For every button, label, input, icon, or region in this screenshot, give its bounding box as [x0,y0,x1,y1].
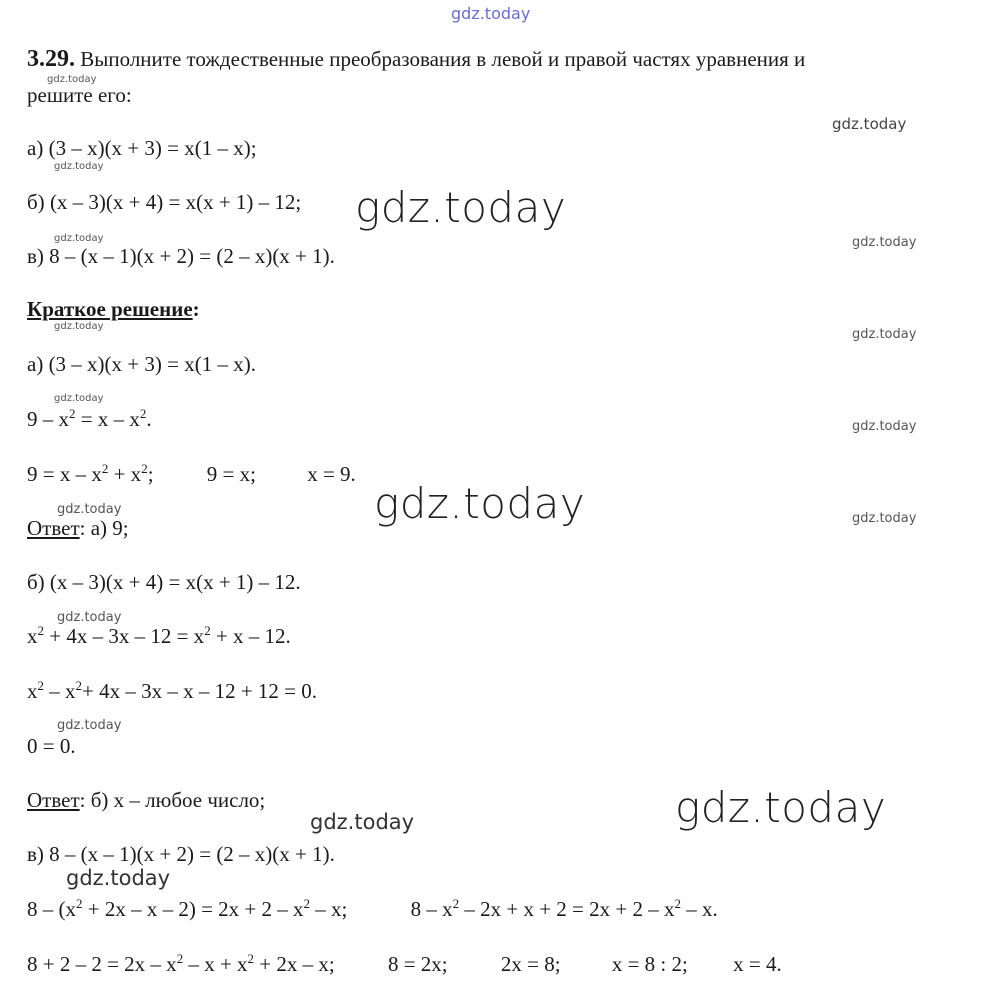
answer-value: : б) x – любое число; [79,788,266,812]
watermark-medium: gdz.today [310,810,415,834]
expr-part: 9 = x – x [27,462,102,486]
solution-b-line4: 0 = 0. [27,734,76,758]
solution-heading [27,298,200,321]
solution-heading-text: Краткое решение [27,297,193,321]
item-label: б) [27,190,45,214]
problem-item-b [27,191,301,214]
item-expr: (3 – x)(x + 3) = x(1 – x); [48,136,257,160]
solution-b-line1: б) (x – 3)(x + 4) = x(x + 1) – 12. [27,570,301,594]
expr-part: + 2x – x – 2) = 2x + 2 – x [82,897,304,921]
exponent: 2 [303,896,311,911]
watermark-big: gdz.today [675,783,887,832]
expr-part: + x [108,462,142,486]
expr-part: x = 8 : 2; [611,952,688,976]
solution-heading-colon: : [192,297,200,321]
solution-a-answer [27,517,129,540]
solution-c-line2 [27,898,718,921]
watermark-big: gdz.today [355,183,567,232]
watermark-tiny: gdz.today [852,511,917,526]
answer-word: Ответ [27,788,80,812]
watermark-tiny: gdz.today [54,393,104,404]
exponent: 2 [204,623,211,638]
watermark-tiny: gdz.today [54,321,104,332]
solution-c-line3 [27,953,782,976]
solution-a-line2 [27,408,152,431]
exponent: 2 [176,951,184,966]
watermark-tiny: gdz.today [54,233,104,244]
exponent: 2 [247,951,255,966]
exponent: 2 [76,896,83,911]
expr-part: + 4x – 3x – 12 = x [44,624,205,648]
watermark-tiny: gdz.today [57,502,122,517]
expr-part: – x; [310,897,348,921]
expr-part: 8 – (x [27,897,76,921]
exponent: 2 [75,678,82,693]
expr-part: x = 9. [307,462,356,486]
watermark-tiny: gdz.today [54,161,104,172]
expr-part: . [146,407,152,431]
item-label: а) [27,136,44,160]
exponent: 2 [139,406,147,421]
watermark-tiny: gdz.today [852,419,917,434]
problem-statement-line2: решите его: [27,83,132,107]
solution-b-line2 [27,625,291,648]
problem-text-line1: Выполните тождественные преобразования в левой и правой частях уравнения и [80,47,806,71]
expr-part: x [27,679,38,703]
exponent: 2 [452,896,460,911]
watermark-tiny: gdz.today [57,610,122,625]
expr-part: + 2x – x; [254,952,335,976]
expr-part: – 2x + x + 2 = 2x + 2 – x [459,897,675,921]
expr-part: ; [147,462,154,486]
item-expr: (x – 3)(x + 4) = x(x + 1) – 12; [49,190,302,214]
exponent: 2 [674,896,681,911]
expr-part: x [27,624,38,648]
solution-b-line3 [27,680,317,703]
exponent: 2 [69,406,76,421]
watermark-small: gdz.today [832,115,907,133]
watermark-tiny: gdz.today [57,718,122,733]
watermark-tiny: gdz.today [852,327,917,342]
solution-a-line3 [27,463,356,486]
expr-part: 8 – x [410,897,453,921]
solution-c-line1: в) 8 – (x – 1)(x + 2) = (2 – x)(x + 1). [27,842,335,866]
watermark-tiny: gdz.today [47,74,97,85]
answer-value: : а) 9; [79,516,129,540]
exponent: 2 [141,461,148,476]
expr-part: 2x = 8; [500,952,561,976]
watermark-big: gdz.today [374,479,586,528]
expr-part: 9 = x; [206,462,256,486]
expr-part: – x [44,679,76,703]
expr-part: 8 + 2 – 2 = 2x – x [27,952,177,976]
expr-part: 8 = 2x; [387,952,448,976]
exponent: 2 [101,461,109,476]
item-label: в) [27,244,44,268]
expr-part: – x. [681,897,718,921]
problem-number: 3.29. [27,46,75,72]
answer-word: Ответ [27,516,80,540]
expr-part: + 4x – 3x – x – 12 + 12 = 0. [82,679,318,703]
watermark-medium: gdz.today [66,866,171,890]
expr-part: = x – x [75,407,140,431]
problem-item-a [27,137,257,160]
expr-part: + x – 12. [210,624,291,648]
expr-part: x = 4. [733,952,782,976]
exponent: 2 [37,623,44,638]
expr-part: 9 – x [27,407,69,431]
item-expr: 8 – (x – 1)(x + 2) = (2 – x)(x + 1). [49,244,335,268]
problem-item-c [27,245,335,268]
watermark-tiny: gdz.today [852,235,917,250]
solution-b-answer [27,789,265,812]
expr-part: – x + x [183,952,248,976]
solution-a-line1: а) (3 – x)(x + 3) = x(1 – x). [27,352,256,376]
problem-statement-line1 [27,46,805,72]
exponent: 2 [37,678,44,693]
watermark-top: gdz.today [451,4,531,23]
